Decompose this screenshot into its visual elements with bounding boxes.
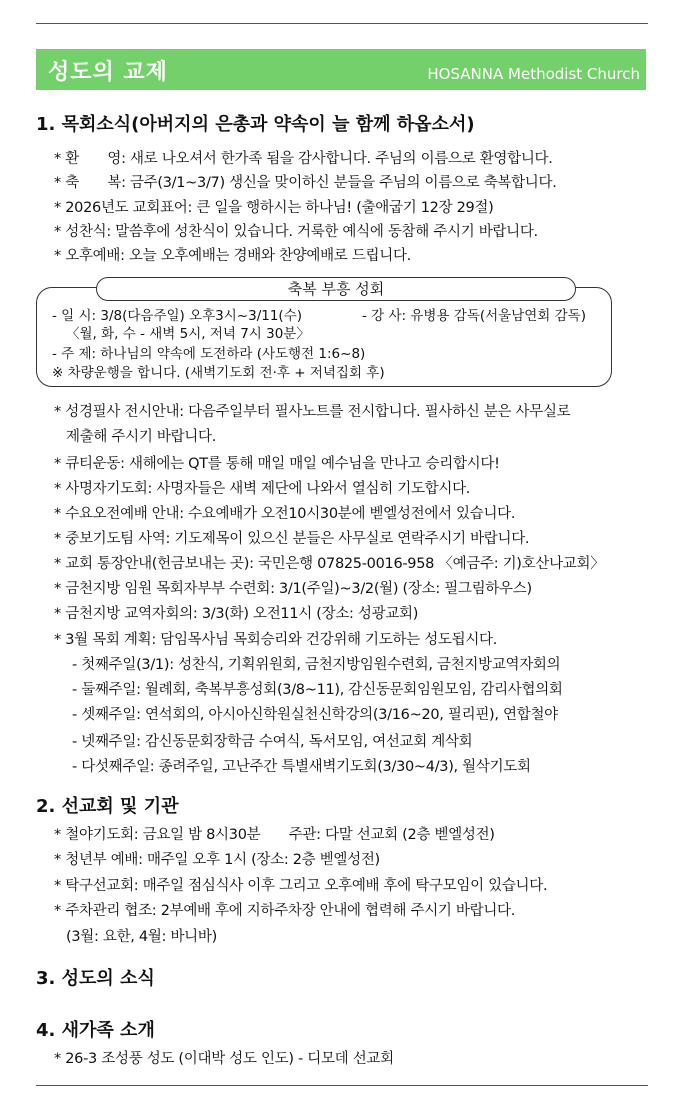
revival-times: 〈월, 화, 수 - 새벽 5시, 저녁 7시 30분〉 bbox=[66, 326, 310, 342]
week-item: - 다섯째주일: 종려주일, 고난주간 특별새벽기도회(3/30~4/3), 월삭기도회 bbox=[72, 759, 531, 775]
list-item: * 큐티운동: 새해에는 QT를 통해 매일 매일 예수님을 만나고 승리합시다! bbox=[54, 456, 500, 472]
list-item: * 환 영: 새로 나오셔서 한가족 됨을 감사합니다. 주님의 이름으로 환영합니다. bbox=[54, 151, 553, 167]
list-item: (3월: 요한, 4월: 바니바) bbox=[66, 929, 217, 945]
list-item: * 주차관리 협조: 2부예배 후에 지하주차장 안내에 협력해 주시기 바랍니다. bbox=[54, 903, 516, 919]
section-heading: 1. 목회소식(아버지의 은총과 약속이 늘 함께 하옵소서) bbox=[36, 114, 475, 135]
revival-note: ※ 차량운행을 합니다. (새벽기도회 전·후 + 저녁집회 후) bbox=[52, 365, 385, 381]
list-item: * 3월 목회 계획: 담임목사님 목회승리와 건강위해 기도하는 성도됩시다. bbox=[54, 632, 498, 648]
banner-title: 성도의 교제 bbox=[48, 60, 168, 85]
section-heading: 3. 성도의 소식 bbox=[36, 968, 155, 989]
list-item: * 교회 통장안내(헌금보내는 곳): 국민은행 07825-0016-958 〈예금주: 기)호산나교회〉 bbox=[54, 556, 605, 572]
list-item: * 성경필사 전시안내: 다음주일부터 필사노트를 전시합니다. 필사하신 분은 사무실로 bbox=[54, 404, 571, 420]
revival-speaker: - 강 사: 유병용 감독(서울남연회 감독) bbox=[362, 308, 586, 324]
list-item: * 수요오전예배 안내: 수요예배가 오전10시30분에 벧엘성전에서 있습니다. bbox=[54, 506, 516, 522]
section-banner bbox=[36, 49, 646, 90]
list-item: * 축 복: 금주(3/1~3/7) 생신을 맞이하신 분들을 주님의 이름으로 축복합니다. bbox=[54, 175, 557, 191]
top-rule bbox=[36, 23, 648, 24]
banner-subtitle: HOSANNA Methodist Church bbox=[427, 65, 640, 83]
list-item: 제출해 주시기 바랍니다. bbox=[66, 429, 216, 445]
revival-theme: - 주 제: 하나님의 약속에 도전하라 (사도행전 1:6~8) bbox=[52, 346, 366, 362]
week-item: - 둘째주일: 월례회, 축복부흥성회(3/8~11), 감신동문회임원모임, 감리사협의회 bbox=[72, 682, 563, 698]
week-item: - 넷째주일: 감신동문회장학금 수여식, 독서모임, 여선교회 계삭회 bbox=[72, 734, 473, 750]
list-item: * 청년부 예배: 매주일 오후 1시 (장소: 2층 벧엘성전) bbox=[54, 852, 380, 868]
list-item: * 2026년도 교회표어: 큰 일을 행하시는 하나님! (출애굽기 12장 29절) bbox=[54, 200, 494, 216]
list-item: * 중보기도팀 사역: 기도제목이 있으신 분들은 사무실로 연락주시기 바랍니다. bbox=[54, 531, 530, 547]
revival-date: - 일 시: 3/8(다음주일) 오후3시~3/11(수) bbox=[52, 308, 303, 324]
week-item: - 셋째주일: 연석회의, 아시아신학원실천신학강의(3/16~20, 필리핀), 연합철야 bbox=[72, 707, 558, 723]
section-heading: 2. 선교회 및 기관 bbox=[36, 796, 179, 817]
list-item: * 26-3 조성풍 성도 (이대박 성도 인도) - 디모데 선교회 bbox=[54, 1051, 394, 1067]
section-heading: 4. 새가족 소개 bbox=[36, 1020, 155, 1041]
list-item: * 금천지방 교역자회의: 3/3(화) 오전11시 (장소: 성광교회) bbox=[54, 606, 419, 622]
bottom-rule bbox=[36, 1085, 648, 1086]
list-item: * 철야기도회: 금요일 밤 8시30분 주관: 다말 선교회 (2층 벧엘성전) bbox=[54, 827, 495, 843]
list-item: * 금천지방 임원 목회자부부 수련회: 3/1(주일)~3/2(월) (장소: 필그림하우스) bbox=[54, 581, 532, 597]
list-item: * 사명자기도회: 사명자들은 새벽 제단에 나와서 열심히 기도합시다. bbox=[54, 481, 471, 497]
list-item: * 오후예배: 오늘 오후예배는 경배와 찬양예배로 드립니다. bbox=[54, 248, 411, 264]
list-item: * 성찬식: 말씀후에 성찬식이 있습니다. 거룩한 예식에 동참해 주시기 바랍니다. bbox=[54, 224, 538, 240]
list-item: * 탁구선교회: 매주일 점심식사 이후 그리고 오후예배 후에 탁구모임이 있습니다. bbox=[54, 878, 548, 894]
week-item: - 첫째주일(3/1): 성찬식, 기획위원회, 금천지방임원수련회, 금천지방교역자회의 bbox=[72, 657, 561, 673]
revival-title: 축복 부흥 성회 bbox=[96, 277, 576, 301]
